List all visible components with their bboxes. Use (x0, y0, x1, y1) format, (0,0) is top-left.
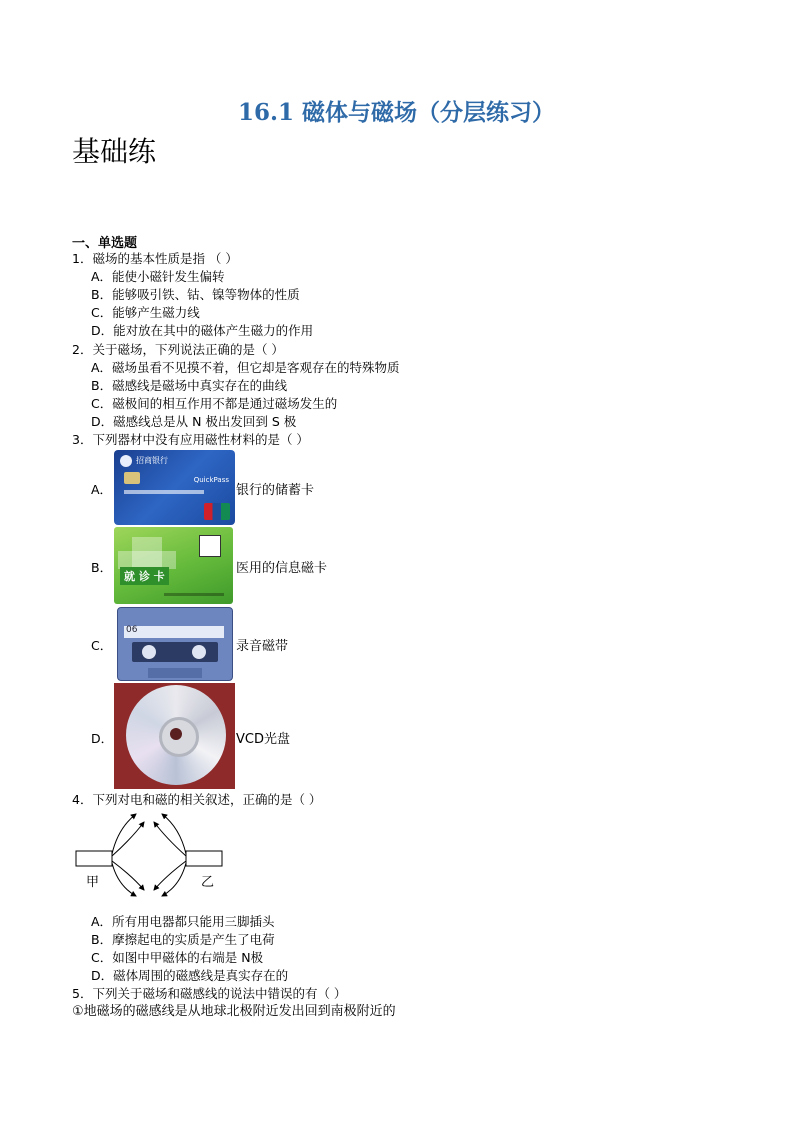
question-3-option-a-label[interactable]: A． (91, 482, 113, 497)
question-1-option-c[interactable]: C．能够产生磁力线 (91, 305, 200, 320)
tape-number: 06 (126, 625, 138, 635)
question-2-stem: 2．关于磁场，下列说法正确的是（ ） (72, 342, 284, 357)
question-1-option-d[interactable]: D．能对放在其中的磁体产生磁力的作用 (91, 323, 314, 338)
quickpass-label: QuickPass (193, 476, 229, 484)
cassette-tape-image[interactable] (117, 607, 233, 681)
question-4-option-b[interactable]: B．摩擦起电的实质是产生了电荷 (91, 932, 275, 947)
vcd-disc-image[interactable] (114, 683, 235, 789)
question-3-option-d-label[interactable]: D． (91, 731, 114, 746)
question-3-option-a-caption: 银行的储蓄卡 (236, 483, 315, 498)
card-number-strip (124, 490, 204, 494)
magnet-jia (76, 851, 112, 866)
chip-icon (124, 472, 140, 484)
question-3-option-d-caption: VCD光盘 (236, 732, 290, 747)
question-4-stem: 4．下列对电和磁的相关叙述，正确的是（ ） (72, 792, 322, 807)
reel-left-icon (142, 645, 156, 659)
card-title: 就 诊 卡 (120, 567, 169, 585)
question-type-heading: 一、单选题 (72, 236, 138, 251)
bank-name: 招商银行 (136, 456, 168, 465)
question-2-option-b[interactable]: B．磁感线是磁场中真实存在的曲线 (91, 378, 288, 393)
question-3-option-c-label[interactable]: C． (91, 638, 113, 653)
question-2-option-c[interactable]: C．磁极间的相互作用不都是通过磁场发生的 (91, 396, 338, 411)
section-heading: 基础练 (72, 135, 157, 168)
question-5-statement-1: ①地磁场的磁感线是从地球北极附近发出回到南极附近的 (72, 1004, 396, 1019)
bank-logo-icon (120, 455, 132, 467)
question-1-option-a[interactable]: A．能使小磁针发生偏转 (91, 269, 225, 284)
question-2-option-a[interactable]: A．磁场虽看不见摸不着，但它却是客观存在的特殊物质 (91, 360, 400, 375)
field-line (112, 863, 136, 896)
bank-card-image[interactable] (114, 450, 235, 525)
field-line (112, 814, 136, 854)
field-line (162, 814, 186, 854)
question-2-option-d[interactable]: D．磁感线总是从 N 极出发回到 S 极 (91, 414, 297, 429)
field-line (162, 863, 186, 896)
question-3-option-b-label[interactable]: B． (91, 560, 113, 575)
card-number-strip (164, 593, 224, 596)
question-4-option-d[interactable]: D．磁体周围的磁感线是真实存在的 (91, 968, 289, 983)
reel-right-icon (192, 645, 206, 659)
magnet-yi-label: 乙 (201, 875, 215, 890)
medical-card-image[interactable] (114, 527, 233, 604)
qr-code-icon (199, 535, 221, 557)
question-5-stem: 5．下列关于磁场和磁感线的说法中错误的有（ ） (72, 986, 347, 1001)
question-3-option-b-caption: 医用的信息磁卡 (236, 561, 328, 576)
question-3-stem: 3．下列器材中没有应用磁性材料的是（ ） (72, 432, 309, 447)
question-1-option-b[interactable]: B．能够吸引铁、钴、镍等物体的性质 (91, 287, 300, 302)
magnet-jia-label: 甲 (86, 875, 100, 890)
magnet-yi (186, 851, 222, 866)
question-3-option-c-caption: 录音磁带 (236, 639, 289, 654)
page-title: 16.1 磁体与磁场（分层练习） (237, 99, 556, 126)
tape-label (124, 626, 224, 638)
disc-hole (170, 728, 182, 740)
question-1-stem: 1．磁场的基本性质是指 （ ） (72, 251, 238, 266)
question-4-option-c[interactable]: C．如图中甲磁体的右端是 N极 (91, 950, 264, 965)
unionpay-icon (204, 503, 230, 520)
tape-bottom (148, 668, 202, 678)
question-4-option-a[interactable]: A．所有用电器都只能用三脚插头 (91, 914, 275, 929)
